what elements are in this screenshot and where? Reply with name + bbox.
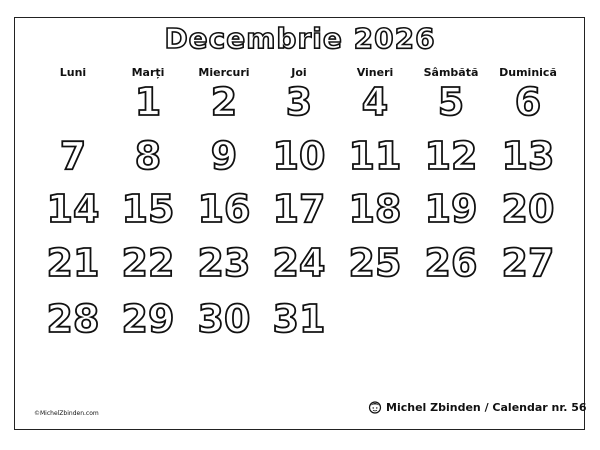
day-cell: 16 — [197, 187, 251, 231]
day-cell: 6 — [514, 80, 542, 124]
face-icon — [368, 400, 382, 414]
day-cell: 12 — [424, 134, 478, 178]
day-cell: 15 — [121, 187, 175, 231]
weekday-header: Luni — [59, 66, 87, 79]
weekday-header: Vineri — [356, 66, 394, 79]
day-cell: 20 — [501, 187, 555, 231]
day-cell: 18 — [348, 187, 402, 231]
day-cell: 27 — [501, 241, 555, 285]
day-cell: 8 — [134, 134, 162, 178]
footer-credit — [368, 398, 587, 416]
day-cell: 10 — [272, 134, 326, 178]
day-cell: 9 — [210, 134, 238, 178]
weekday-header: Marți — [131, 66, 165, 79]
day-cell: 5 — [437, 80, 465, 124]
day-cell: 19 — [424, 187, 478, 231]
weekday-header: Sâmbătă — [423, 66, 479, 79]
day-cell: 29 — [121, 297, 175, 341]
day-cell: 25 — [348, 241, 402, 285]
day-cell: 30 — [197, 297, 251, 341]
calendar-title: Decembrie 2026 — [164, 22, 436, 55]
day-cell: 3 — [285, 80, 313, 124]
day-cell: 14 — [46, 187, 100, 231]
weekday-header: Duminică — [499, 66, 557, 79]
day-cell: 11 — [348, 134, 402, 178]
day-cell: 21 — [46, 241, 100, 285]
day-cell: 24 — [272, 241, 326, 285]
weekday-header: Joi — [291, 66, 307, 79]
day-cell: 2 — [210, 80, 238, 124]
day-cell: 13 — [501, 134, 555, 178]
day-cell: 4 — [361, 80, 389, 124]
day-cell: 28 — [46, 297, 100, 341]
credit-text: Michel Zbinden / Calendar nr. 56 — [386, 400, 587, 414]
day-cell: 17 — [272, 187, 326, 231]
day-cell: 31 — [272, 297, 326, 341]
day-cell: 23 — [197, 241, 251, 285]
weekday-header: Miercuri — [198, 66, 250, 79]
day-cell: 1 — [134, 80, 162, 124]
day-cell: 7 — [59, 134, 87, 178]
day-cell: 26 — [424, 241, 478, 285]
day-cell: 22 — [121, 241, 175, 285]
website-label: ©MichelZbinden.com — [34, 410, 99, 417]
